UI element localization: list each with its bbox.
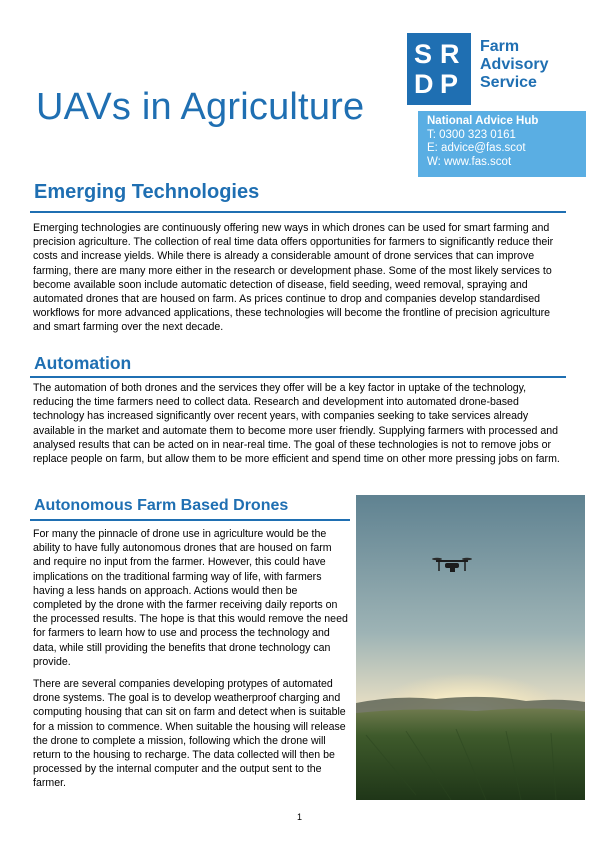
automation-underline [30, 376, 566, 378]
page-title: UAVs in Agriculture [36, 86, 365, 128]
automation-heading: Automation [34, 353, 132, 373]
logo-text-line: Farm [480, 38, 520, 55]
logo-text-line: Advisory [480, 56, 549, 73]
logo-letter-r: R [440, 39, 460, 69]
hub-email: E: advice@fas.scot [427, 142, 526, 154]
emerging-heading: Emerging Technologies [34, 181, 260, 203]
logo-letter-p: P [440, 69, 459, 99]
srdp-logo [407, 33, 585, 107]
page-number: 1 [296, 812, 302, 822]
autonomous-heading: Autonomous Farm Based Drones [34, 497, 289, 514]
hub-web: W: www.fas.scot [427, 155, 512, 168]
drone-photo [356, 495, 585, 800]
emerging-body: Emerging technologies are continuously offering new ways in which drones can be used for smart farming and precision agriculture. The collection of real time data offers opportunities for farmers to significantly reduce their costs and increase yields. While there is already a considerable amount of drone services that can improve farming, there are many more either in the research or development phase. Some of the most likely services to become available soon include automatic detection of disease, field seeding, weed removal, spraying and automated drones that are housed on farm. As prices continue to drop and companies develop standardised workflows for more advanced applications, these technologies will become the frontline of precision agriculture and smart farming over the next decade. [33, 222, 554, 334]
emerging-underline [30, 211, 566, 213]
hub-phone: T: 0300 323 0161 [427, 128, 516, 141]
logo-mark [407, 33, 471, 105]
logo-letter-s: S [414, 39, 433, 69]
autonomous-underline [30, 519, 350, 521]
logo-text [480, 38, 548, 92]
hub-title: National Advice Hub [427, 115, 539, 127]
autonomous-body-1: For many the pinnacle of drone use in agriculture would be the ability to have fully autonomous drones that are housed on farm and require no input from the farmer. However, this could have implications on the traditional farming way of life, with farmers having a less hands on approach. Actions would then be completed by the drone with the farmer receiving daily reports on the processed results. The hope is that this would remove the need for farmers to learn how to use and process the technology and data, while still providing the benefits that drone technology can provide. [33, 528, 348, 668]
automation-body: The automation of both drones and the services they offer will be a key factor in uptake of the technology, reducing the time farmers need to collect data. Research and development into automated drone-based technology has increased significantly over recent years, with companies seeking to take services already available in the market and automate them to become more user friendly. Supplying farmers with processed and analysed results that can be acted on in near-real time. The goal of these technologies is not to remove jobs or replace people on farm, but allow them to be more efficient and spend time on other more pressing jobs on farm. [33, 382, 560, 466]
advice-hub-box [418, 111, 586, 177]
drone-photo-illustration [356, 495, 585, 800]
logo-text-line: Service [480, 74, 537, 91]
logo-letter-d: D [414, 69, 434, 99]
autonomous-body-2: There are several companies developing protypes of automated drone systems. The goal is to develop weatherproof charging and computing housing that can sit on farm and detect when is suitable for a mission to commence. When suitable the housing will release the drone to complete a mission, following which the drone will return to the housing to recharge. The data collected will then be processed by the internal computer and the output sent to the farmer. [33, 678, 346, 790]
